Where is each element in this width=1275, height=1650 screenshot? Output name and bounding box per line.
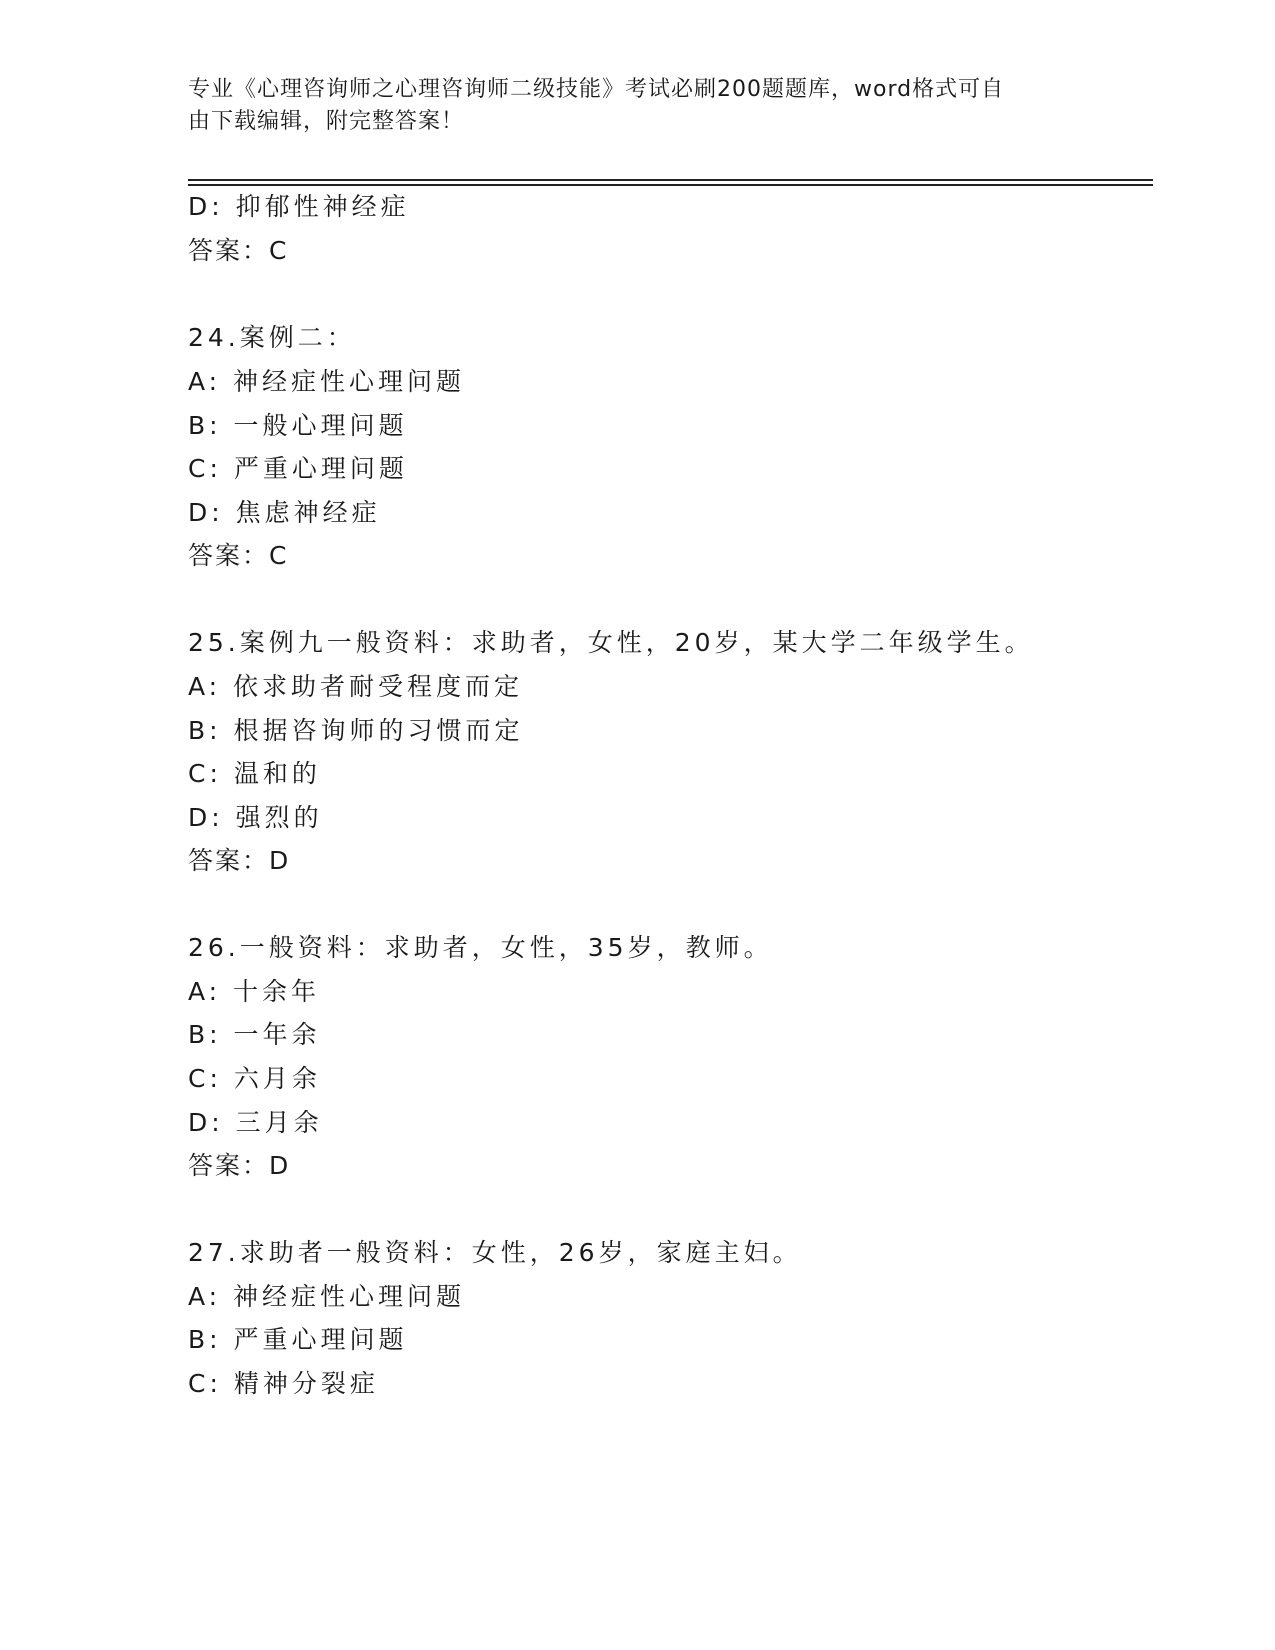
option-c: C: 严重心理问题 xyxy=(188,454,408,483)
option-b: B: 根据咨询师的习惯而定 xyxy=(188,716,524,745)
option-d: D: 强烈的 xyxy=(188,803,323,832)
option-c: C: 温和的 xyxy=(188,759,321,788)
option-b: B: 严重心理问题 xyxy=(188,1325,408,1354)
question-stem: 26.一般资料：求助者，女性，35岁，教师。 xyxy=(188,933,773,962)
question-stem: 27.求助者一般资料：女性，26岁，家庭主妇。 xyxy=(188,1238,802,1267)
header-line-2: 由下载编辑，附完整答案！ xyxy=(188,109,465,134)
question-stem: 24.案例二： xyxy=(188,323,356,352)
header-line-1: 专业《心理咨询师之心理咨询师二级技能》考试必刷200题题库，word格式可自 xyxy=(188,77,1005,102)
option-a: A: 依求助者耐受程度而定 xyxy=(188,672,524,701)
answer: 答案：C xyxy=(188,236,289,265)
option-c: C: 精神分裂症 xyxy=(188,1369,379,1398)
option-d: D: 三月余 xyxy=(188,1108,323,1137)
option-a: A: 神经症性心理问题 xyxy=(188,367,466,396)
answer: 答案：D xyxy=(188,1151,291,1180)
answer: 答案：D xyxy=(188,846,291,875)
option-a: A: 神经症性心理问题 xyxy=(188,1282,466,1311)
option-b: B: 一般心理问题 xyxy=(188,411,408,440)
option-c: C: 六月余 xyxy=(188,1064,321,1093)
option-a: A: 十余年 xyxy=(188,977,321,1006)
header-divider-bottom xyxy=(188,184,1153,186)
option-d: D: 焦虑神经症 xyxy=(188,498,381,527)
document-header xyxy=(188,74,1068,138)
option-b: B: 一年余 xyxy=(188,1020,321,1049)
answer: 答案：C xyxy=(188,541,289,570)
option-d: D: 抑郁性神经症 xyxy=(188,192,410,221)
question-stem: 25.案例九一般资料：求助者，女性，20岁，某大学二年级学生。 xyxy=(188,628,1034,657)
header-divider-top xyxy=(188,179,1153,181)
